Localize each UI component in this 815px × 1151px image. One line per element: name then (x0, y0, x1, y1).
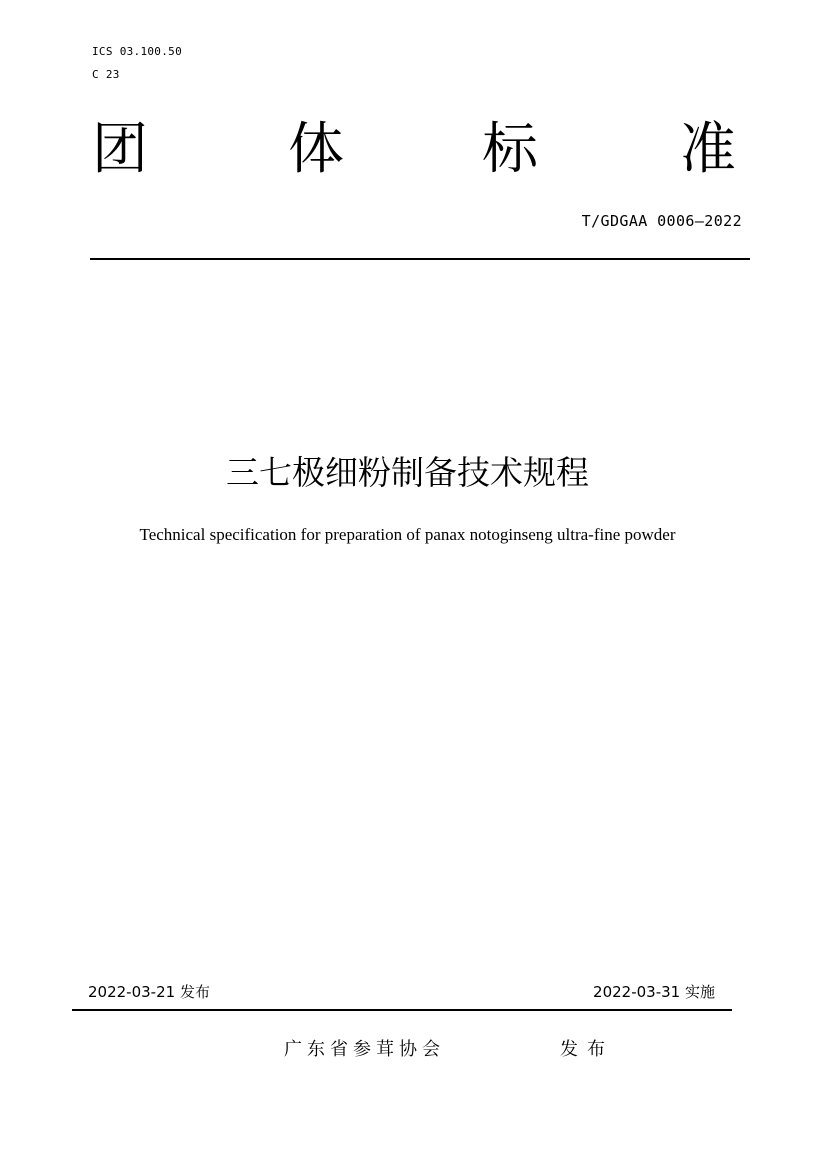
chinese-title: 三七极细粉制备技术规程 (226, 453, 589, 492)
standard-number: T/GDGAA 0006—2022 (581, 212, 742, 230)
document-category-title (92, 118, 740, 188)
ccs-code: C 23 (92, 68, 120, 81)
ics-code: ICS 03.100.50 (92, 45, 182, 58)
title-char-2: 体 (288, 117, 344, 182)
title-char-4: 准 (680, 117, 736, 182)
issue-date: 2022-03-21 发布 (88, 983, 210, 1001)
publish-label: 发布 (560, 1039, 614, 1060)
publisher-name: 广东省参茸协会 (284, 1039, 445, 1060)
implementation-date: 2022-03-31 实施 (593, 983, 715, 1001)
top-divider (90, 258, 750, 260)
title-char-1: 团 (92, 117, 148, 182)
title-char-3: 标 (482, 117, 538, 182)
english-title: Technical specification for preparation of panax notoginseng ultra-fine powder (139, 525, 676, 544)
bottom-divider (72, 1009, 732, 1011)
